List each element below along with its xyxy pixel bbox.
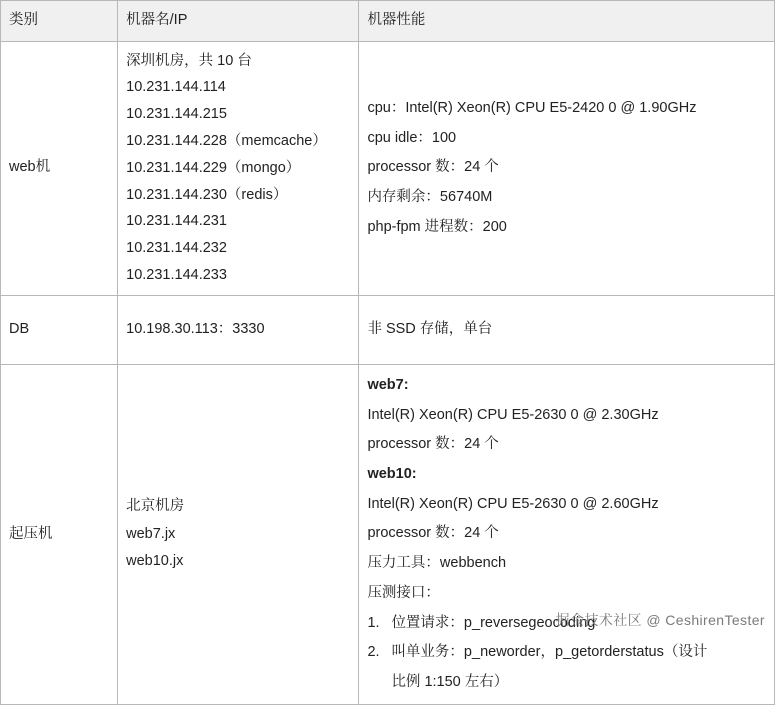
perf-line: 内存剩余：56740M [367, 189, 493, 206]
table-row [1, 295, 775, 364]
perf-line: processor 数：24 个 [367, 159, 499, 176]
perf-line: 非 SSD 存储，单台 [367, 321, 493, 337]
perf-list-item-cont [367, 668, 766, 698]
perf-line: cpu：Intel(R) Xeon(R) CPU E5-2420 0 @ 1.90GHz [367, 99, 697, 116]
perf-line: cpu idle：100 [367, 129, 457, 146]
machine-ip: 10.231.144.233 [126, 267, 227, 284]
table-header-row [1, 1, 775, 42]
header-category: 类别 [1, 1, 118, 42]
perf-line: web10: [367, 466, 417, 483]
table-row [1, 364, 775, 704]
cell-machines-loadgen [118, 364, 359, 704]
cell-category-web: web机 [1, 41, 118, 295]
cell-machines-db [118, 295, 359, 364]
machines-title: 深圳机房，共 10 台 [126, 52, 252, 69]
machine-host: web10.jx [126, 553, 184, 570]
machines-title: 10.198.30.113：3330 [126, 321, 265, 338]
header-machine-name-ip: 机器名/IP [118, 1, 359, 42]
header-machine-performance: 机器性能 [359, 1, 775, 42]
cell-machines-web [118, 41, 359, 295]
cell-category-loadgen: 起压机 [1, 364, 118, 704]
machine-host: web7.jx [126, 525, 176, 542]
machine-ip: 10.231.144.231 [126, 213, 227, 230]
machine-ip: 10.231.144.114 [126, 79, 226, 96]
list-text: 比例 1:150 左右） [391, 674, 509, 691]
perf-line: processor 数：24 个 [367, 436, 499, 453]
list-number: 1. [367, 614, 380, 631]
machines-title: 北京机房 [126, 497, 185, 514]
machine-ip: 10.231.144.229（mongo） [126, 159, 301, 176]
perf-list-item [367, 638, 766, 668]
machine-ip: 10.231.144.228（memcache） [126, 132, 327, 149]
perf-line: php-fpm 进程数：200 [367, 218, 507, 235]
list-number: 2. [367, 644, 380, 661]
perf-line: Intel(R) Xeon(R) CPU E5-2630 0 @ 2.60GHz [367, 495, 659, 512]
table-row [1, 41, 775, 295]
cell-performance-loadgen [359, 364, 775, 704]
cell-performance-web [359, 41, 775, 295]
machine-ip: 10.231.144.232 [126, 240, 227, 257]
cell-category-db: DB [1, 295, 118, 364]
cell-performance-db [359, 295, 775, 364]
perf-line: web7: [367, 376, 409, 393]
perf-line: 压力工具：webbench [367, 555, 507, 572]
list-text: 位置请求：p_reversegeocoding [391, 614, 596, 631]
list-text: 叫单业务：p_neworder，p_getorderstatus（设计 [391, 644, 708, 661]
machine-ip: 10.231.144.230（redis） [126, 186, 288, 203]
machine-ip: 10.231.144.215 [126, 106, 227, 123]
perf-line: Intel(R) Xeon(R) CPU E5-2630 0 @ 2.30GHz [367, 406, 659, 423]
perf-line: processor 数：24 个 [367, 525, 499, 542]
watermark: 掘金技术社区 @ CeshirenTester [555, 612, 765, 628]
perf-line: 压测接口： [367, 584, 440, 601]
